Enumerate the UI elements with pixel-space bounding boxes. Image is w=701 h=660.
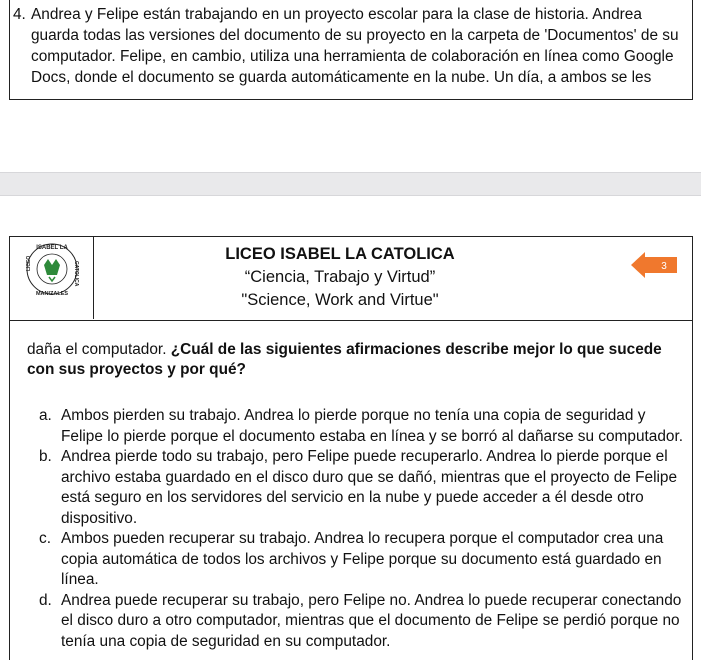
- answer-options: [39, 406, 689, 652]
- svg-text:ISABEL LA: ISABEL LA: [36, 245, 68, 251]
- svg-text:LICEO: LICEO: [26, 255, 32, 271]
- question-continuation: [27, 340, 682, 380]
- logo-cell: [10, 237, 94, 319]
- option-letter: c.: [39, 530, 51, 547]
- motto-spanish: “Ciencia, Trabajo y Virtud”: [244, 268, 436, 286]
- option-b[interactable]: [39, 447, 689, 529]
- option-text: Andrea puede recuperar su trabajo, pero Felipe no. Andrea lo puede recuperar conectando el disco duro a otro computador, mientras que el documento de Felipe se perdió porque no tenía una copia de seguridad en su computador.: [61, 591, 682, 650]
- school-name: LICEO ISABEL LA CATOLICA: [225, 245, 455, 263]
- option-letter: d.: [39, 591, 52, 609]
- school-logo: [24, 241, 80, 299]
- svg-text:MANIZALES: MANIZALES: [35, 291, 69, 297]
- school-title: [210, 243, 470, 312]
- option-text: Ambos pierden su trabajo. Andrea lo pierde porque no tenía una copia de seguridad y Felipe lo pierde porque el documento estaba en línea y se borró al dañarse su computador.: [61, 407, 684, 445]
- continuation-text: daña el computador.: [27, 341, 167, 358]
- option-text: Ambos pueden recuperar su trabajo. Andrea lo recupera porque el computador crea una copia automática de todos los archivos y Felipe porque su documento está guardado en línea.: [61, 530, 664, 588]
- page-number-arrow: [631, 252, 677, 278]
- question-prompt: ¿Cuál de las siguientes afirmaciones describe mejor lo que sucede con sus proyectos y por qué?: [27, 341, 662, 378]
- question-4-text: [13, 4, 685, 88]
- option-a[interactable]: [39, 406, 689, 447]
- question-number: 4.: [13, 6, 26, 23]
- question-body: Andrea y Felipe están trabajando en un proyecto escolar para la clase de historia. Andrea guarda todas las versiones del documento de su proyecto en la carpeta de 'Documentos' de su computador. Felipe, en cambio, utiliza una herramienta de colaboración en línea como Google Docs, donde el documento se guarda automáticamente en la nube. Un día, a ambos se les: [31, 6, 679, 86]
- option-letter: b.: [39, 448, 52, 465]
- page-separator: [0, 172, 701, 196]
- svg-text:CATOLICA: CATOLICA: [73, 261, 79, 287]
- option-text: Andrea pierde todo su trabajo, pero Felipe puede recuperarlo. Andrea lo pierde porque el archivo estaba guardado en el disco duro que se dañó, mientras que el proyecto de Felipe está seguro en los servidores del servicio en la nube y puede acceder a él desde otro dispositivo.: [61, 448, 678, 527]
- page-number: 3: [661, 261, 667, 272]
- page-header: [9, 236, 693, 321]
- option-letter: a.: [39, 407, 52, 424]
- option-d[interactable]: [39, 591, 689, 653]
- motto-english: "Science, Work and Virtue": [241, 291, 439, 309]
- option-c[interactable]: [39, 529, 689, 591]
